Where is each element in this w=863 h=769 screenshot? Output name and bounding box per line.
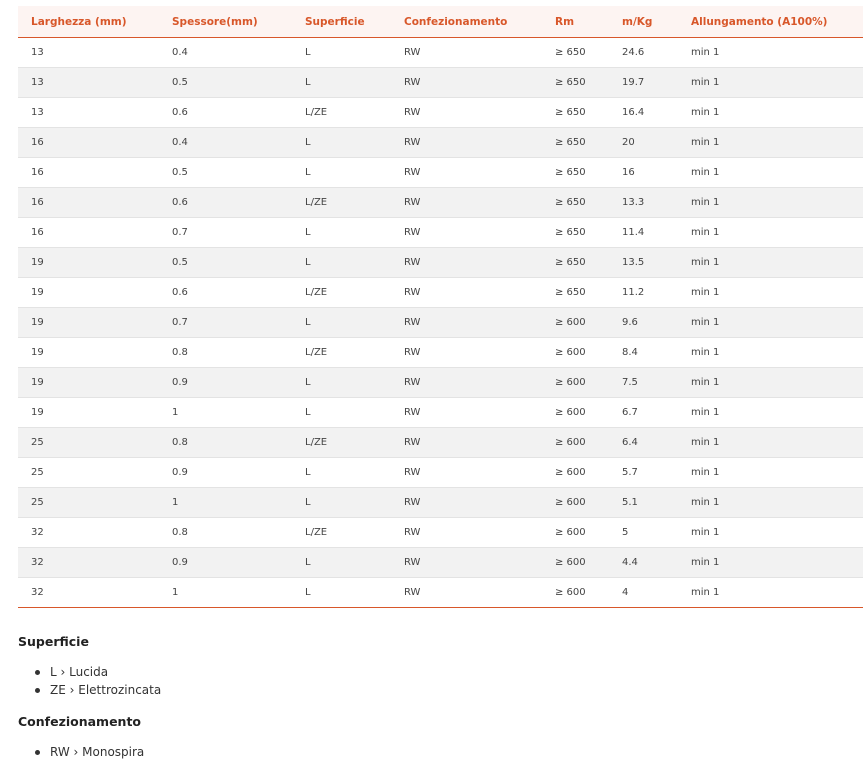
cell-m-per-kg: 6.7 [609,398,678,428]
cell-m-per-kg: 7.5 [609,368,678,398]
cell-m-per-kg: 4.4 [609,548,678,578]
cell-elongation: min 1 [678,188,863,218]
cell-rm: ≥ 600 [542,338,609,368]
cell-thickness: 0.9 [159,368,292,398]
cell-thickness: 1 [159,398,292,428]
table-row [18,338,863,368]
table-row [18,98,863,128]
cell-m-per-kg: 16.4 [609,98,678,128]
cell-thickness: 0.7 [159,308,292,338]
list-item: RW › Monospira [50,743,838,761]
cell-rm: ≥ 600 [542,368,609,398]
specs-table-container [18,6,863,608]
cell-rm: ≥ 650 [542,158,609,188]
col-header-packaging: Confezionamento [404,15,508,28]
cell-thickness: 0.6 [159,278,292,308]
col-header-rm: Rm [555,15,575,28]
cell-rm: ≥ 600 [542,458,609,488]
cell-surface: L [292,68,391,98]
cell-surface: L [292,158,391,188]
table-row [18,188,863,218]
cell-surface: L [292,248,391,278]
cell-surface: L/ZE [292,428,391,458]
cell-elongation: min 1 [678,548,863,578]
legend-surface-list [18,663,838,699]
table-row [18,428,863,458]
cell-rm: ≥ 600 [542,398,609,428]
cell-surface: L/ZE [292,338,391,368]
table-row [18,158,863,188]
cell-surface: L [292,548,391,578]
cell-thickness: 0.8 [159,428,292,458]
legend-packaging-list [18,743,838,761]
cell-elongation: min 1 [678,278,863,308]
cell-surface: L [292,488,391,518]
cell-width: 13 [18,68,159,98]
table-header-row [18,6,863,38]
cell-surface: L/ZE [292,278,391,308]
cell-rm: ≥ 650 [542,68,609,98]
cell-elongation: min 1 [678,98,863,128]
cell-rm: ≥ 650 [542,248,609,278]
table-row [18,488,863,518]
cell-rm: ≥ 600 [542,488,609,518]
table-row [18,308,863,338]
cell-thickness: 0.9 [159,458,292,488]
cell-rm: ≥ 650 [542,128,609,158]
cell-rm: ≥ 650 [542,38,609,68]
cell-rm: ≥ 600 [542,548,609,578]
cell-packaging: RW [391,428,542,458]
table-row [18,278,863,308]
cell-width: 25 [18,428,159,458]
cell-surface: L/ZE [292,188,391,218]
cell-packaging: RW [391,548,542,578]
cell-m-per-kg: 6.4 [609,428,678,458]
cell-m-per-kg: 13.3 [609,188,678,218]
cell-m-per-kg: 24.6 [609,38,678,68]
table-row [18,38,863,68]
cell-m-per-kg: 16 [609,158,678,188]
cell-packaging: RW [391,458,542,488]
cell-rm: ≥ 600 [542,428,609,458]
cell-packaging: RW [391,278,542,308]
cell-thickness: 1 [159,488,292,518]
table-body [18,38,863,608]
col-header-m-per-kg: m/Kg [622,15,653,28]
list-item: ZE › Elettrozincata [50,681,838,699]
col-header-surface: Superficie [305,15,365,28]
table-row [18,248,863,278]
cell-elongation: min 1 [678,488,863,518]
cell-width: 25 [18,458,159,488]
cell-elongation: min 1 [678,428,863,458]
cell-elongation: min 1 [678,218,863,248]
cell-surface: L/ZE [292,98,391,128]
cell-packaging: RW [391,158,542,188]
col-header-thickness: Spessore(mm) [172,15,258,28]
table-row [18,578,863,608]
cell-width: 19 [18,248,159,278]
cell-rm: ≥ 650 [542,188,609,218]
cell-surface: L [292,458,391,488]
table-row [18,518,863,548]
table-row [18,368,863,398]
cell-width: 25 [18,488,159,518]
cell-m-per-kg: 20 [609,128,678,158]
cell-packaging: RW [391,248,542,278]
cell-packaging: RW [391,308,542,338]
cell-elongation: min 1 [678,248,863,278]
cell-elongation: min 1 [678,128,863,158]
cell-width: 19 [18,338,159,368]
cell-elongation: min 1 [678,158,863,188]
cell-thickness: 0.6 [159,188,292,218]
cell-rm: ≥ 600 [542,518,609,548]
cell-surface: L [292,308,391,338]
cell-thickness: 0.9 [159,548,292,578]
cell-width: 32 [18,578,159,608]
cell-rm: ≥ 650 [542,218,609,248]
cell-width: 16 [18,128,159,158]
cell-packaging: RW [391,368,542,398]
cell-packaging: RW [391,188,542,218]
cell-elongation: min 1 [678,578,863,608]
cell-packaging: RW [391,398,542,428]
cell-width: 19 [18,278,159,308]
cell-m-per-kg: 11.2 [609,278,678,308]
cell-m-per-kg: 5.1 [609,488,678,518]
cell-width: 19 [18,398,159,428]
cell-m-per-kg: 5.7 [609,458,678,488]
cell-m-per-kg: 8.4 [609,338,678,368]
table-row [18,458,863,488]
cell-elongation: min 1 [678,68,863,98]
cell-thickness: 0.5 [159,248,292,278]
cell-elongation: min 1 [678,38,863,68]
cell-thickness: 0.8 [159,338,292,368]
col-header-elongation: Allungamento (A100%) [691,15,828,28]
cell-m-per-kg: 4 [609,578,678,608]
table-row [18,398,863,428]
cell-packaging: RW [391,218,542,248]
cell-thickness: 0.5 [159,68,292,98]
cell-surface: L [292,368,391,398]
cell-rm: ≥ 650 [542,278,609,308]
table-row [18,218,863,248]
cell-surface: L [292,398,391,428]
cell-elongation: min 1 [678,308,863,338]
cell-packaging: RW [391,338,542,368]
cell-width: 13 [18,98,159,128]
cell-surface: L [292,128,391,158]
list-item: L › Lucida [50,663,838,681]
cell-width: 16 [18,158,159,188]
cell-rm: ≥ 600 [542,308,609,338]
table-row [18,548,863,578]
specs-table [18,6,863,608]
cell-thickness: 0.4 [159,128,292,158]
cell-width: 13 [18,38,159,68]
cell-packaging: RW [391,38,542,68]
table-row [18,128,863,158]
cell-packaging: RW [391,518,542,548]
cell-width: 16 [18,218,159,248]
cell-thickness: 0.5 [159,158,292,188]
cell-thickness: 0.6 [159,98,292,128]
cell-packaging: RW [391,578,542,608]
cell-packaging: RW [391,98,542,128]
cell-packaging: RW [391,68,542,98]
cell-thickness: 0.7 [159,218,292,248]
cell-surface: L [292,578,391,608]
cell-elongation: min 1 [678,518,863,548]
cell-elongation: min 1 [678,458,863,488]
cell-m-per-kg: 9.6 [609,308,678,338]
cell-width: 32 [18,548,159,578]
cell-m-per-kg: 19.7 [609,68,678,98]
cell-width: 19 [18,308,159,338]
cell-packaging: RW [391,128,542,158]
cell-m-per-kg: 13.5 [609,248,678,278]
cell-surface: L [292,38,391,68]
cell-surface: L/ZE [292,518,391,548]
cell-thickness: 0.8 [159,518,292,548]
legend-surface [18,634,838,699]
table-row [18,68,863,98]
cell-thickness: 0.4 [159,38,292,68]
cell-rm: ≥ 600 [542,578,609,608]
cell-surface: L [292,218,391,248]
legend-surface-title: Superficie [18,634,89,649]
legend-packaging [18,714,838,761]
cell-width: 19 [18,368,159,398]
cell-width: 16 [18,188,159,218]
cell-m-per-kg: 5 [609,518,678,548]
legend-packaging-title: Confezionamento [18,714,142,729]
cell-m-per-kg: 11.4 [609,218,678,248]
col-header-width: Larghezza (mm) [31,15,127,28]
cell-rm: ≥ 650 [542,98,609,128]
cell-thickness: 1 [159,578,292,608]
cell-elongation: min 1 [678,398,863,428]
cell-elongation: min 1 [678,338,863,368]
cell-packaging: RW [391,488,542,518]
cell-elongation: min 1 [678,368,863,398]
cell-width: 32 [18,518,159,548]
